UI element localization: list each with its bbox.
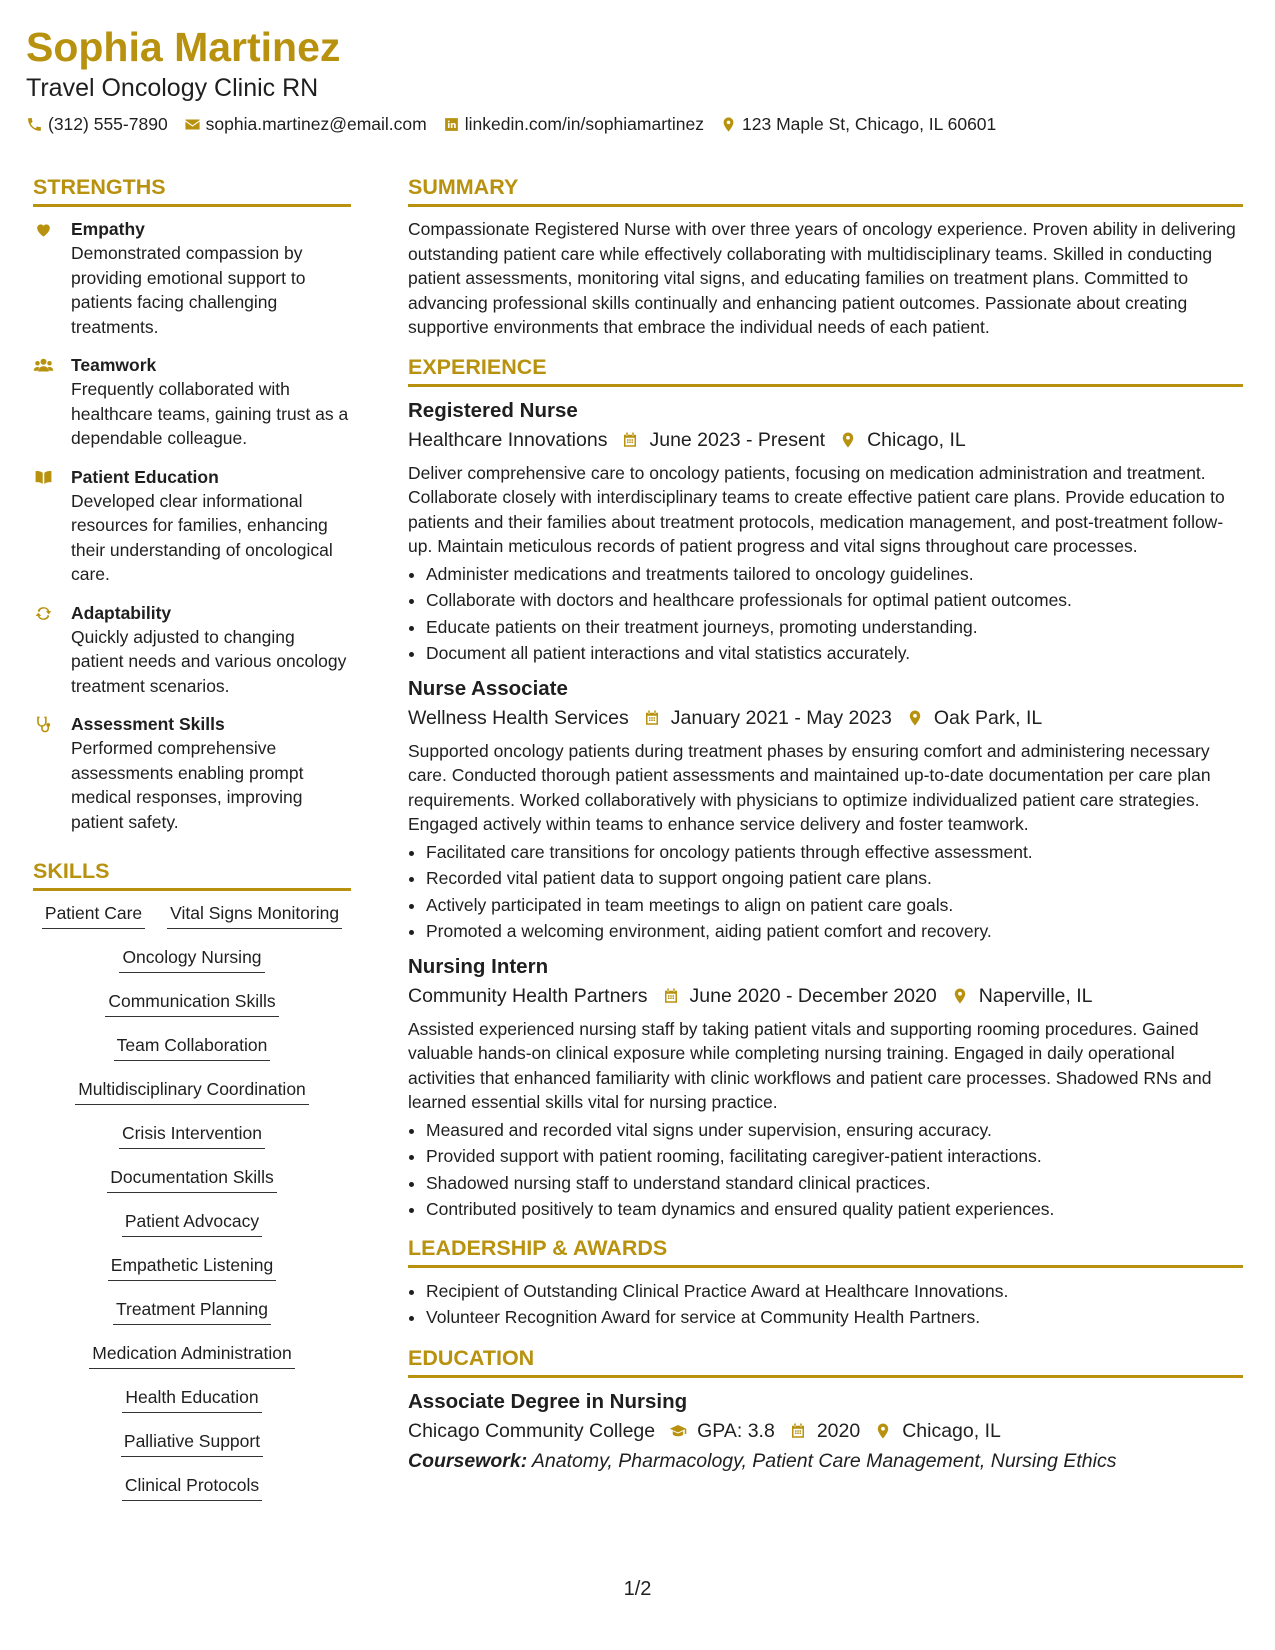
skill-tag: Empathetic Listening bbox=[108, 1253, 276, 1281]
strength-item bbox=[33, 353, 351, 451]
job-description: Assisted experienced nursing staff by taking patient vitals and supporting rooming procedures. Gained valuable hands-on clinical exposure while completing nursing training. Engaged in daily operational activities that enhanced familiarity with clinic workflows and patient care processes. Shadowed RNs and learned essential skills vital for nursing practice. bbox=[408, 1018, 1212, 1112]
skill-row bbox=[33, 1077, 351, 1105]
list-item: • Volunteer Recognition Award for service at Community Health Partners. bbox=[426, 1304, 1243, 1331]
skill-row bbox=[33, 1165, 351, 1193]
contact-address bbox=[720, 112, 996, 136]
book-icon bbox=[33, 468, 54, 487]
list-item: • Recorded vital patient data to support ongoing patient care plans. bbox=[426, 865, 1243, 892]
school-name: Chicago Community College bbox=[408, 1419, 656, 1442]
job-title: Registered Nurse bbox=[408, 398, 578, 422]
skill-row bbox=[33, 1033, 351, 1061]
school-location: Chicago, IL bbox=[902, 1419, 1001, 1442]
map-pin-icon bbox=[720, 116, 737, 133]
strength-desc: Developed clear informational resources for families, enhancing their understanding of oncological care. bbox=[71, 490, 333, 584]
job-bullets bbox=[408, 561, 1243, 667]
strength-title: Assessment Skills bbox=[71, 714, 225, 734]
right-column bbox=[408, 172, 1243, 1476]
job-entry bbox=[408, 953, 1243, 1223]
degree-title: Associate Degree in Nursing bbox=[408, 1389, 688, 1413]
job-company: Wellness Health Services bbox=[408, 706, 629, 729]
email-text: sophia.martinez@email.com bbox=[205, 114, 427, 134]
page-number: 1/2 bbox=[623, 1578, 652, 1600]
skill-row bbox=[33, 945, 351, 973]
job-title: Nursing Intern bbox=[408, 954, 549, 978]
job-title: Nurse Associate bbox=[408, 676, 568, 700]
skill-tag: Treatment Planning bbox=[113, 1297, 271, 1325]
calendar-icon bbox=[643, 709, 661, 727]
strengths-heading: STRENGTHS bbox=[33, 172, 351, 207]
skill-tag: Patient Advocacy bbox=[122, 1209, 262, 1237]
job-entry bbox=[408, 675, 1243, 945]
calendar-icon bbox=[789, 1422, 807, 1440]
job-location: Chicago, IL bbox=[867, 428, 966, 451]
list-item: • Facilitated care transitions for oncology patients through effective assessment. bbox=[426, 839, 1243, 866]
list-item: • Actively participated in team meetings to align on patient care goals. bbox=[426, 892, 1243, 919]
map-pin-icon bbox=[951, 987, 969, 1005]
job-bullets bbox=[408, 839, 1243, 945]
strength-title: Adaptability bbox=[71, 602, 172, 623]
strength-title: Empathy bbox=[71, 219, 145, 239]
sync-icon bbox=[33, 604, 54, 623]
skill-row bbox=[33, 1429, 351, 1457]
calendar-icon bbox=[621, 431, 639, 449]
strength-item bbox=[33, 601, 351, 699]
coursework bbox=[408, 1446, 1243, 1476]
calendar-icon bbox=[662, 987, 680, 1005]
job-dates: January 2021 - May 2023 bbox=[670, 706, 892, 729]
strength-desc: Demonstrated compassion by providing emotional support to patients facing challenging treatments. bbox=[71, 243, 306, 337]
skill-tag: Medication Administration bbox=[89, 1341, 294, 1369]
job-description: Deliver comprehensive care to oncology patients, focusing on medication administration and treatment. Collaborate closely with interdisciplinary teams to create effective patient care plans. Provide education to patients and their families about treatment protocols, medication management, and post-treatment follow-up. Maintain meticulous records of patient progress and vital signs throughout care processes. bbox=[408, 462, 1225, 556]
job-meta bbox=[408, 981, 1243, 1011]
skill-row bbox=[33, 901, 351, 929]
address-text: 123 Maple St, Chicago, IL 60601 bbox=[742, 114, 997, 134]
skill-tag: Palliative Support bbox=[121, 1429, 263, 1457]
strength-desc: Performed comprehensive assessments enabling prompt medical responses, improving patient safety. bbox=[71, 738, 304, 832]
job-description: Supported oncology patients during treatment phases by ensuring comfort and administering necessary care. Conducted thorough patient assessments and maintained up-to-date documentation per care plan requirements. Worked collaboratively with physicians to optimize individualized patient care strategies. Engaged actively within teams to enhance service delivery and foster teamwork. bbox=[408, 740, 1211, 834]
contact-phone bbox=[26, 112, 168, 136]
skill-tag: Clinical Protocols bbox=[122, 1473, 262, 1501]
resume-header bbox=[26, 22, 1246, 136]
skill-row bbox=[33, 989, 351, 1017]
skill-row bbox=[33, 1253, 351, 1281]
skill-tag: Documentation Skills bbox=[107, 1165, 276, 1193]
graduation-cap-icon bbox=[669, 1422, 687, 1440]
graduation-year: 2020 bbox=[816, 1419, 861, 1442]
education-meta bbox=[408, 1416, 1243, 1446]
skill-row bbox=[33, 1473, 351, 1501]
linkedin-text: linkedin.com/in/sophiamartinez bbox=[464, 114, 705, 134]
job-company: Community Health Partners bbox=[408, 984, 648, 1007]
education-heading: EDUCATION bbox=[408, 1343, 1243, 1378]
list-item: • Contributed positively to team dynamics and ensured quality patient experiences. bbox=[426, 1196, 1243, 1223]
strength-item bbox=[33, 217, 351, 339]
strength-title: Patient Education bbox=[71, 466, 219, 487]
strength-item bbox=[33, 712, 351, 834]
candidate-title: Travel Oncology Clinic RN bbox=[26, 74, 319, 102]
strength-title: Teamwork bbox=[71, 355, 157, 375]
skill-row bbox=[33, 1297, 351, 1325]
strength-desc: Frequently collaborated with healthcare teams, gaining trust as a dependable colleague. bbox=[71, 379, 349, 448]
users-icon bbox=[33, 356, 54, 375]
list-item: • Provided support with patient rooming, facilitating caregiver-patient interactions. bbox=[426, 1143, 1243, 1170]
coursework-label: Coursework: bbox=[408, 1449, 528, 1472]
awards-heading: LEADERSHIP & AWARDS bbox=[408, 1233, 1243, 1268]
skills-heading: SKILLS bbox=[33, 856, 351, 891]
skills-list bbox=[33, 901, 351, 1501]
job-dates: June 2020 - December 2020 bbox=[689, 984, 937, 1007]
job-location: Naperville, IL bbox=[978, 984, 1093, 1007]
job-dates: June 2023 - Present bbox=[649, 428, 826, 451]
skill-tag: Multidisciplinary Coordination bbox=[75, 1077, 309, 1105]
strength-desc: Quickly adjusted to changing patient needs and various oncology treatment scenarios. bbox=[71, 626, 347, 696]
phone-icon bbox=[26, 116, 43, 133]
phone-text: (312) 555-7890 bbox=[48, 114, 168, 134]
map-pin-icon bbox=[874, 1422, 892, 1440]
skill-tag: Communication Skills bbox=[105, 989, 278, 1017]
gpa-text: GPA: 3.8 bbox=[697, 1419, 775, 1442]
map-pin-icon bbox=[906, 709, 924, 727]
list-item: • Administer medications and treatments tailored to oncology guidelines. bbox=[426, 561, 1243, 588]
skill-tag: Crisis Intervention bbox=[119, 1121, 265, 1149]
contact-linkedin[interactable] bbox=[443, 112, 704, 136]
list-item: • Recipient of Outstanding Clinical Practice Award at Healthcare Innovations. bbox=[426, 1278, 1243, 1305]
candidate-name: Sophia Martinez bbox=[26, 24, 341, 70]
contact-email[interactable] bbox=[184, 112, 427, 136]
list-item: • Promoted a welcoming environment, aiding patient comfort and recovery. bbox=[426, 918, 1243, 945]
contact-bar bbox=[26, 112, 1246, 136]
skill-row bbox=[33, 1121, 351, 1149]
skill-row bbox=[33, 1209, 351, 1237]
skill-row bbox=[33, 1341, 351, 1369]
strength-item bbox=[33, 465, 351, 587]
linkedin-icon bbox=[443, 116, 460, 133]
skill-tag: Vital Signs Monitoring bbox=[167, 901, 342, 929]
list-item: • Shadowed nursing staff to understand standard clinical practices. bbox=[426, 1170, 1243, 1197]
skill-tag: Team Collaboration bbox=[114, 1033, 271, 1061]
list-item: • Collaborate with doctors and healthcare professionals for optimal patient outcomes. bbox=[426, 587, 1243, 614]
job-meta bbox=[408, 703, 1243, 733]
experience-heading: EXPERIENCE bbox=[408, 352, 1243, 387]
skill-row bbox=[33, 1385, 351, 1413]
skill-tag: Oncology Nursing bbox=[119, 945, 264, 973]
list-item: • Measured and recorded vital signs under supervision, ensuring accuracy. bbox=[426, 1117, 1243, 1144]
list-item: • Educate patients on their treatment journeys, promoting understanding. bbox=[426, 614, 1243, 641]
job-meta bbox=[408, 425, 1243, 455]
left-column bbox=[33, 172, 351, 1517]
skill-tag: Health Education bbox=[122, 1385, 261, 1413]
job-company: Healthcare Innovations bbox=[408, 428, 608, 451]
awards-list bbox=[408, 1278, 1243, 1331]
map-pin-icon bbox=[839, 431, 857, 449]
heart-icon bbox=[33, 220, 54, 239]
list-item: • Document all patient interactions and vital statistics accurately. bbox=[426, 640, 1243, 667]
job-entry bbox=[408, 397, 1243, 667]
summary-text: Compassionate Registered Nurse with over three years of oncology experience. Proven ability in delivering outstanding patient care while effectively collaborating with multidisciplinary teams. Skilled in conducting patient assessments, monitoring vital signs, and educating families on treatment plans. Committed to advancing professional skills continually and enhancing patient outcomes. Passionate about creating supportive environments that embrace the individual needs of each patient. bbox=[408, 219, 1236, 337]
coursework-list: Anatomy, Pharmacology, Patient Care Management, Nursing Ethics bbox=[531, 1449, 1117, 1472]
job-bullets bbox=[408, 1117, 1243, 1223]
summary-heading: SUMMARY bbox=[408, 172, 1243, 207]
skill-tag: Patient Care bbox=[42, 901, 145, 929]
envelope-icon bbox=[184, 116, 201, 133]
stethoscope-icon bbox=[33, 715, 54, 734]
job-location: Oak Park, IL bbox=[933, 706, 1043, 729]
